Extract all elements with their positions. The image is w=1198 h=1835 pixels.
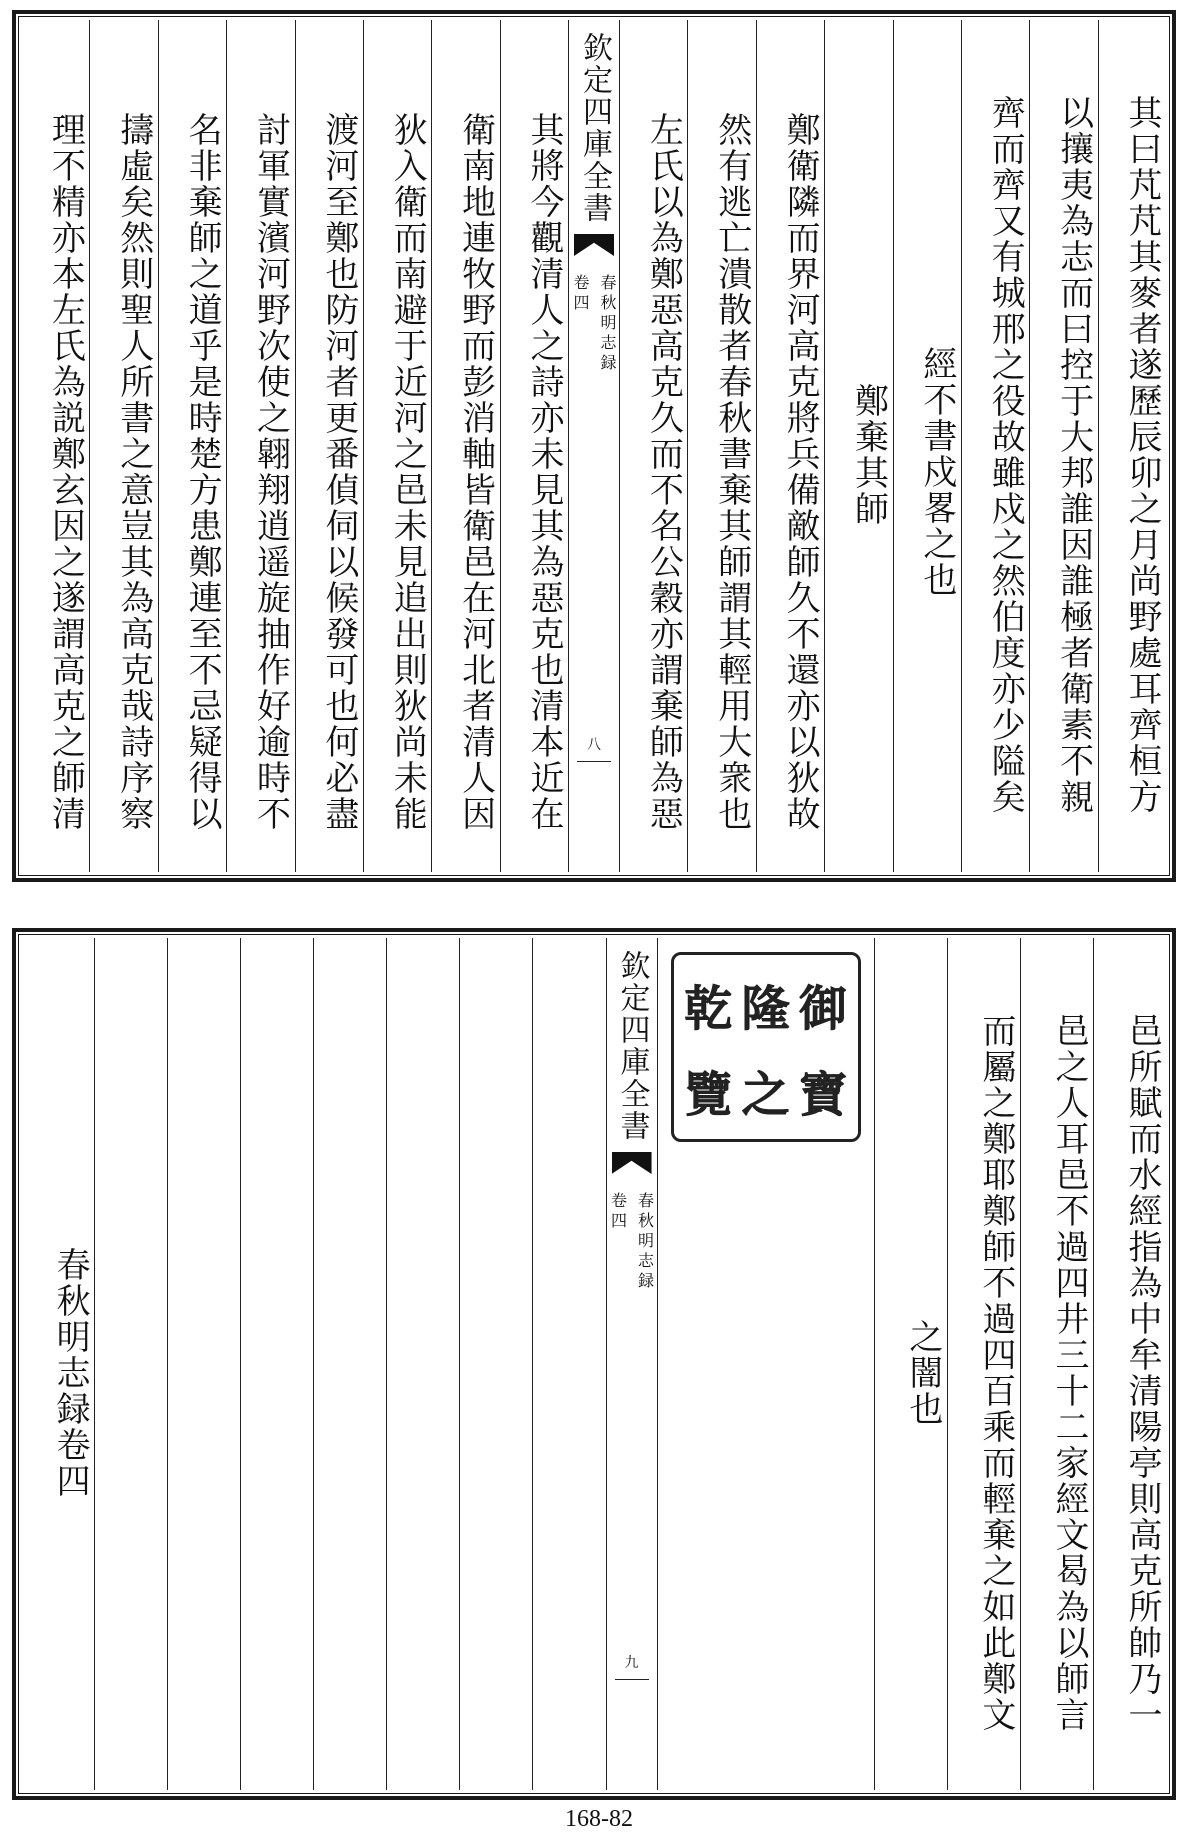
- text-column: 然有逃亡潰散者春秋書棄其師謂其輕用大衆也: [687, 20, 755, 872]
- imperial-seal: [671, 952, 861, 1142]
- gutter-book-title: 春秋明志録: [598, 274, 617, 374]
- text-column: 邑所賦而水經指為中牟清陽亭則高克所帥乃一: [1093, 938, 1166, 1790]
- seal-character: 御: [798, 980, 847, 1037]
- text-column: 左氏以為鄭惡高克久而不名公穀亦謂棄師為惡: [619, 20, 687, 872]
- text-column: 其曰芃芃其麥者遂歷辰卯之月尚野處耳齊桓方: [1098, 20, 1166, 872]
- seal-character: 隆: [741, 980, 790, 1037]
- gutter-book-title: 春秋明志録: [635, 1192, 655, 1292]
- top-page: [12, 10, 1176, 882]
- page-number: 168-82: [565, 1806, 633, 1832]
- fishtail-mark: [574, 234, 614, 256]
- text-column: 狄入衛而南避于近河之邑未見追出則狄尚未能: [363, 20, 431, 872]
- text-column: 討軍實濱河野次使之翶翔逍遥旋抽作好逾時不: [226, 20, 294, 872]
- seal-character: 乾: [684, 980, 733, 1037]
- empty-column: [386, 938, 459, 1790]
- text-column: 衛南地連牧野而彭消軸皆衛邑在河北者清人因: [431, 20, 499, 872]
- text-column: 理不精亦本左氏為説鄭玄因之遂謂高克之師清: [45, 112, 86, 832]
- empty-column: [167, 938, 240, 1790]
- empty-column: [313, 938, 386, 1790]
- center-gutter: [568, 20, 619, 872]
- entry-heading-column: 鄭棄其師: [824, 20, 892, 872]
- empty-column: [459, 938, 532, 1790]
- folio-number: 九: [624, 1655, 639, 1671]
- text-column: 而屬之鄭耶鄭師不過四百乘而輕棄之如此鄭文: [947, 938, 1020, 1790]
- text-column: 渡河至鄭也防河者更番偵伺以候發可也何必盡: [295, 20, 363, 872]
- seal-column: [657, 938, 874, 1790]
- gutter-rule: [577, 761, 611, 762]
- center-gutter: [606, 938, 657, 1790]
- empty-column: [532, 938, 605, 1790]
- empty-column: [94, 938, 167, 1790]
- gutter-juan: 卷四: [608, 1192, 628, 1232]
- text-column: 之闇也: [874, 938, 947, 1790]
- gutter-title: 欽定四庫全書: [614, 950, 650, 1142]
- gutter-rule: [615, 1679, 649, 1680]
- seal-character: 寶: [798, 1066, 847, 1123]
- gutter-title: 欽定四庫全書: [577, 32, 612, 224]
- empty-column: [240, 938, 313, 1790]
- folio-number: 八: [587, 737, 601, 753]
- text-column: 名非棄師之道乎是時楚方患鄭連至不忌疑得以: [158, 20, 226, 872]
- seal-character: 之: [741, 1066, 790, 1123]
- fishtail-mark: [612, 1152, 652, 1174]
- seal-character: 覽: [684, 1066, 733, 1123]
- text-column: 鄭衛隣而界河高克將兵備敵師久不還亦以狄故: [756, 20, 824, 872]
- text-column: 齊而齊又有城邢之役故雖戍之然伯度亦少隘矣: [961, 20, 1029, 872]
- bottom-page: [12, 928, 1176, 1800]
- text-column: 經不書戍畧之也: [893, 20, 961, 872]
- text-column: 其將今觀清人之詩亦未見其為惡克也清本近在: [500, 20, 568, 872]
- text-column: 以攘夷為志而曰控于大邦誰因誰極者衛素不親: [1029, 20, 1097, 872]
- gutter-juan: 卷四: [571, 274, 590, 314]
- volume-end-column: 春秋明志録卷四: [50, 1247, 91, 1499]
- text-column: 擣虛矣然則聖人所書之意豈其為高克哉詩序察: [89, 20, 157, 872]
- text-column: 邑之人耳邑不過四井三十二家經文曷為以師言: [1020, 938, 1093, 1790]
